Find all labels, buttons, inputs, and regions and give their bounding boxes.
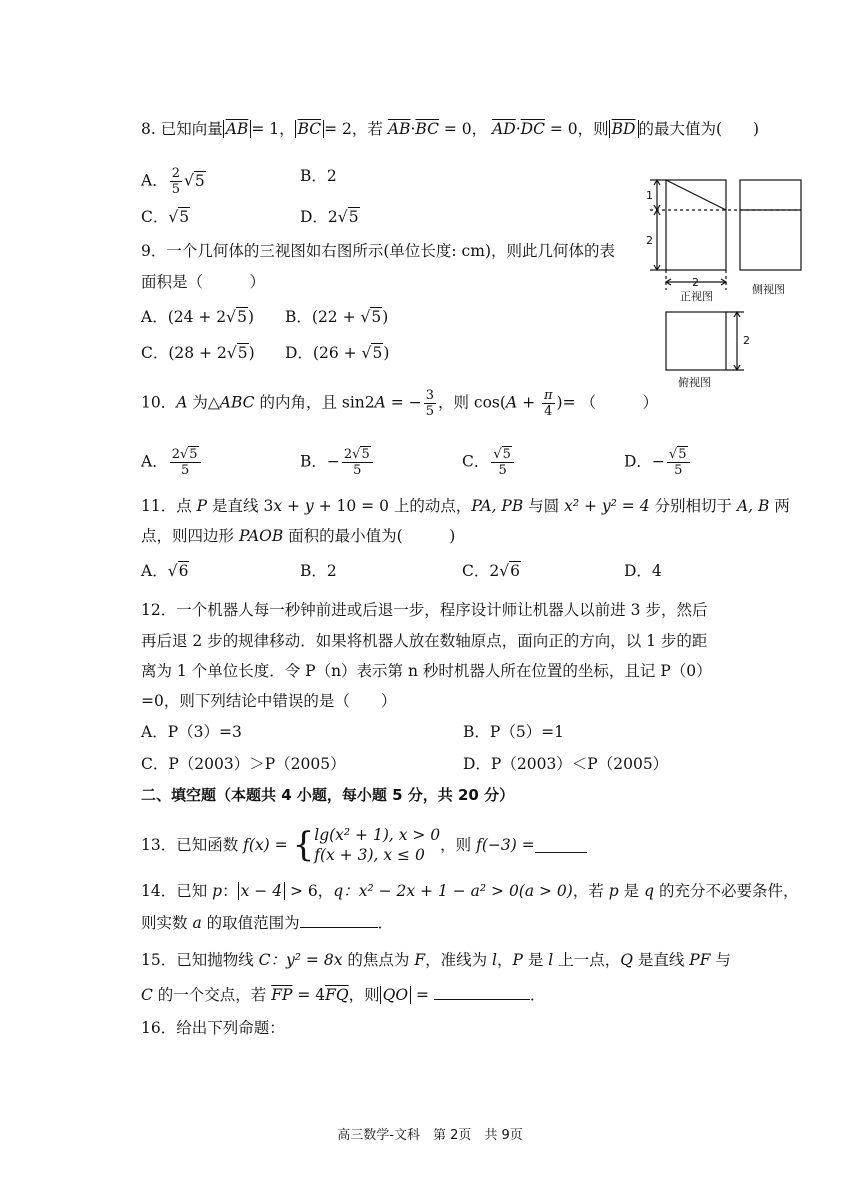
q8-option-d: D．2√5 bbox=[300, 208, 359, 226]
q10-option-b: B．− $\frac{2√5}{5}$ bbox=[300, 447, 375, 478]
dim-label-1: 1 bbox=[646, 189, 653, 202]
q11-stem-line2: 点，则四边形 PAOB 面积的最小值为( ) bbox=[141, 527, 456, 545]
dim-label-2-right: 2 bbox=[743, 334, 750, 347]
q14-answer-blank[interactable] bbox=[300, 913, 378, 928]
q9-option-b: B．(22 + √5) bbox=[285, 308, 389, 326]
q11-option-d: D．4 bbox=[624, 562, 662, 580]
side-view-label: 侧视图 bbox=[752, 283, 785, 296]
q10-option-c: C． $\frac{√5}{5}$ bbox=[462, 447, 516, 478]
front-view-slant bbox=[666, 180, 726, 210]
q11-option-b: B．2 bbox=[300, 562, 337, 580]
q9-stem-line2: 面积是（ ） bbox=[141, 273, 266, 291]
q12-option-c: C．P（2003）＞P（2005） bbox=[141, 755, 346, 773]
dim-label-2-bottom: 2 bbox=[692, 276, 699, 289]
q15-answer-blank[interactable] bbox=[434, 985, 530, 1000]
q11-option-a: A．√6 bbox=[141, 562, 189, 580]
vec-bd-norm: $\overline{BD}$ bbox=[609, 120, 639, 138]
q10-stem: 10．A 为△ABC 的内角，且 sin2A = − $\frac{3}{5}$ ，则 cos(A + $\frac{\pi}{4}$ )= （ ） bbox=[141, 388, 659, 419]
q9-option-a: A．(24 + 2√5) bbox=[141, 308, 254, 326]
q14-stem-line1: 14．已知 p： x − 4 > 6，q：x² − 2x + 1 − a² > 0(a > 0)，若 p 是 q 的充分不必要条件， bbox=[141, 882, 799, 900]
q12-option-d: D．P（2003）＜P（2005） bbox=[463, 755, 669, 773]
q8-option-b: B．2 bbox=[300, 167, 337, 185]
q9-option-c: C．(28 + 2√5) bbox=[141, 344, 255, 362]
front-view-label: 正视图 bbox=[680, 290, 713, 303]
q12-stem-line3: 离为 1 个单位长度．令 P（n）表示第 n 秒时机器人所在位置的坐标，且记 P（0） bbox=[141, 662, 712, 680]
page-footer: 高三数学-文科 第 2页 共 9页 bbox=[337, 1128, 523, 1143]
q9-stem-line1: 9．一个几何体的三视图如右图所示(单位长度: cm)，则此几何体的表 bbox=[141, 242, 615, 260]
q14-stem-line2: 则实数 a 的取值范围为 ． bbox=[141, 914, 394, 932]
q9-option-d: D．(26 + √5) bbox=[285, 344, 390, 362]
q15-stem-line1: 15．已知抛物线 C：y² = 8x 的焦点为 F，准线为 l，P 是 l 上一点，Q 是直线 PF 与 bbox=[141, 951, 731, 969]
vec-bc-norm: $\overline{BC}$ bbox=[295, 120, 325, 138]
front-view-rect bbox=[666, 180, 726, 270]
q10-option-d: D．− $\frac{√5}{5}$ bbox=[624, 447, 692, 478]
q12-stem-line2: 再后退 2 步的规律移动．如果将机器人放在数轴原点，面向正的方向，以 1 步的距 bbox=[141, 632, 708, 650]
q10-option-a: A． $\frac{2√5}{5}$ bbox=[141, 447, 203, 478]
q12-stem-line1: 12．一个机器人每一秒钟前进或后退一步，程序设计师让机器人以前进 3 步，然后 bbox=[141, 601, 708, 619]
q12-stem-line4: =0，则下列结论中错误的是（ ） bbox=[141, 692, 397, 710]
q12-option-a: A．P（3）=3 bbox=[141, 723, 242, 741]
q13-answer-blank[interactable] bbox=[535, 838, 587, 853]
three-view-figure bbox=[640, 172, 812, 392]
dim-label-2-left: 2 bbox=[646, 234, 653, 247]
q16-stem-line1: 16．给出下列命题： bbox=[141, 1019, 285, 1037]
side-view-rect bbox=[740, 180, 801, 270]
top-view-label: 俯视图 bbox=[678, 376, 711, 389]
piecewise-brace: { bbox=[292, 825, 315, 865]
q15-stem-line2: C 的一个交点，若 $\overline{FP} = 4\overline{FQ}$，则 QO = ． bbox=[141, 986, 546, 1004]
q8-option-c: C．√5 bbox=[141, 208, 190, 226]
q11-stem-line1: 11．点 P 是直线 3x + y + 10 = 0 上的动点，PA, PB 与圆 x² + y² = 4 分别相切于 A, B 两 bbox=[141, 497, 790, 515]
top-view-rect bbox=[666, 312, 726, 370]
q8-stem: 8. 已知向量 $\overline{AB} = 1$， $\overline{BC} = 2$，若 $\overline{AB}\cdot\overline{BC} = 0$， $\overline{AD}\cdot\overline{DC} = 0$，则 $\overline{BD}$ 的最大值为( ) bbox=[141, 120, 760, 138]
section-title-fill-in: 二、填空题（本题共 4 小题，每小题 5 分，共 20 分） bbox=[141, 786, 515, 804]
q11-option-c: C．2√6 bbox=[462, 562, 520, 580]
piecewise-cases: lg(x² + 1), x > 0 f(x + 3), x ≤ 0 bbox=[314, 826, 441, 864]
q13-stem: 13．已知函数 f(x) = { lg(x² + 1), x > 0 f(x + 3), x ≤ 0 ，则 f(−3) = bbox=[141, 825, 587, 869]
vec-ab-norm: $\overline{AB}$ bbox=[223, 120, 252, 138]
q12-option-b: B．P（5）=1 bbox=[463, 723, 565, 741]
q8-option-a: A． $\frac{2}{5}$ √5 bbox=[141, 166, 205, 197]
